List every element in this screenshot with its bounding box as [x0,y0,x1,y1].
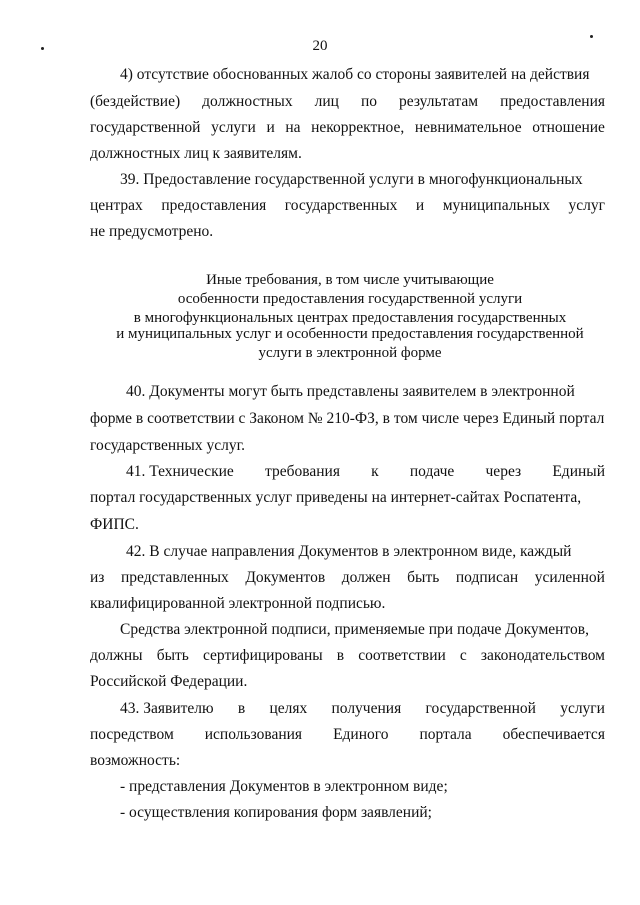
word: лиц [314,93,339,110]
word: (бездействие) [90,93,181,110]
word: 41. Технические [126,463,234,480]
word: в [237,700,246,717]
word: отношение [532,119,605,136]
word: услуг [568,197,605,214]
para-42-line-2 [90,569,605,587]
word: в [336,647,345,664]
para-39-line-1: 39. Предоставление государственной услуги в многофункциональных [120,171,583,188]
para-4-line-4: должностных лиц к заявителям. [90,145,302,162]
list-item: - представления Документов в электронном виде; [120,778,448,795]
word: быть [407,569,440,586]
para-41-line-1 [126,463,605,481]
para-43-line-3: возможность: [90,752,181,769]
word: по [360,93,378,110]
list-item: - осуществления копирования форм заявлений; [120,804,432,821]
para-40-line-1: 40. Документы могут быть представлены заявителем в электронной [126,383,575,400]
word: муниципальных [442,197,550,214]
word: 43. Заявителю [120,700,214,717]
section-heading-line-4: и муниципальных услуг и особенности предоставления государственной [116,326,584,342]
para-4-line-1: 4) отсутствие обоснованных жалоб со стороны заявителей на действия [120,66,590,83]
word: посредством [90,726,174,743]
word: законодательством [480,647,605,664]
para-39-line-2 [90,197,605,215]
word: портала [419,726,472,743]
word: Единого [333,726,389,743]
word: невнимательное [414,119,522,136]
word: из [90,569,105,586]
para-41-line-3: ФИПС. [90,516,139,533]
word: представленных [120,569,229,586]
para-41-line-2: портал государственных услуг приведены на интернет-сайтах Роспатента, [90,489,582,506]
word: результатам [399,93,479,110]
section-heading-line-5: услуги в электронной форме [258,345,442,361]
para-40-line-3: государственных услуг. [90,437,246,454]
word: услуги [211,119,256,136]
word: должен [341,569,391,586]
word: и [266,119,275,136]
para-43-line-2 [90,726,605,744]
word: предоставления [161,197,267,214]
section-heading-line-3: в многофункциональных центрах предоставления государственных [133,310,567,326]
word: через [485,463,522,480]
para-sredstva-line-3: Российской Федерации. [90,673,248,690]
word: Документов [245,569,326,586]
word: государственной [425,700,536,717]
section-heading-line-2: особенности предоставления государственной услуги [177,291,523,307]
page-number: 20 [312,38,328,54]
para-sredstva-line-1: Средства электронной подписи, применяемые при подаче Документов, [120,621,589,638]
para-39-line-3: не предусмотрено. [90,223,214,240]
word: некорректное, [311,119,405,136]
word: быть [156,647,189,664]
para-43-line-1 [120,700,605,718]
word: подаче [409,463,455,480]
word: должностных [202,93,293,110]
word: к [371,463,379,480]
word: государственной [90,119,201,136]
word: и [415,197,425,214]
word: требования [265,463,340,480]
para-4-line-3 [90,119,605,137]
word: центрах [90,197,143,214]
word: обеспечивается [502,726,605,743]
para-42-line-3: квалифицированной электронной подписью. [90,595,386,612]
word: подписан [455,569,519,586]
para-sredstva-line-2 [90,647,605,665]
word: на [285,119,301,136]
word: соответствии [358,647,446,664]
word: получения [331,700,402,717]
para-40-line-2: форме в соответствии с Законом № 210-ФЗ, в том числе через Единый портал [90,410,605,427]
para-4-line-2 [90,93,605,111]
section-heading-line-1: Иные требования, в том числе учитывающие [206,272,494,288]
word: предоставления [500,93,605,110]
word: услуги [560,700,605,717]
word: использования [204,726,303,743]
word: государственных [284,197,398,214]
word: с [459,647,467,664]
word: целях [269,700,308,717]
word: Единый [552,463,605,480]
para-42-line-1: 42. В случае направления Документов в электронном виде, каждый [126,543,572,560]
word: усиленной [534,569,605,586]
word: сертифицированы [202,647,323,664]
word: должны [90,647,143,664]
